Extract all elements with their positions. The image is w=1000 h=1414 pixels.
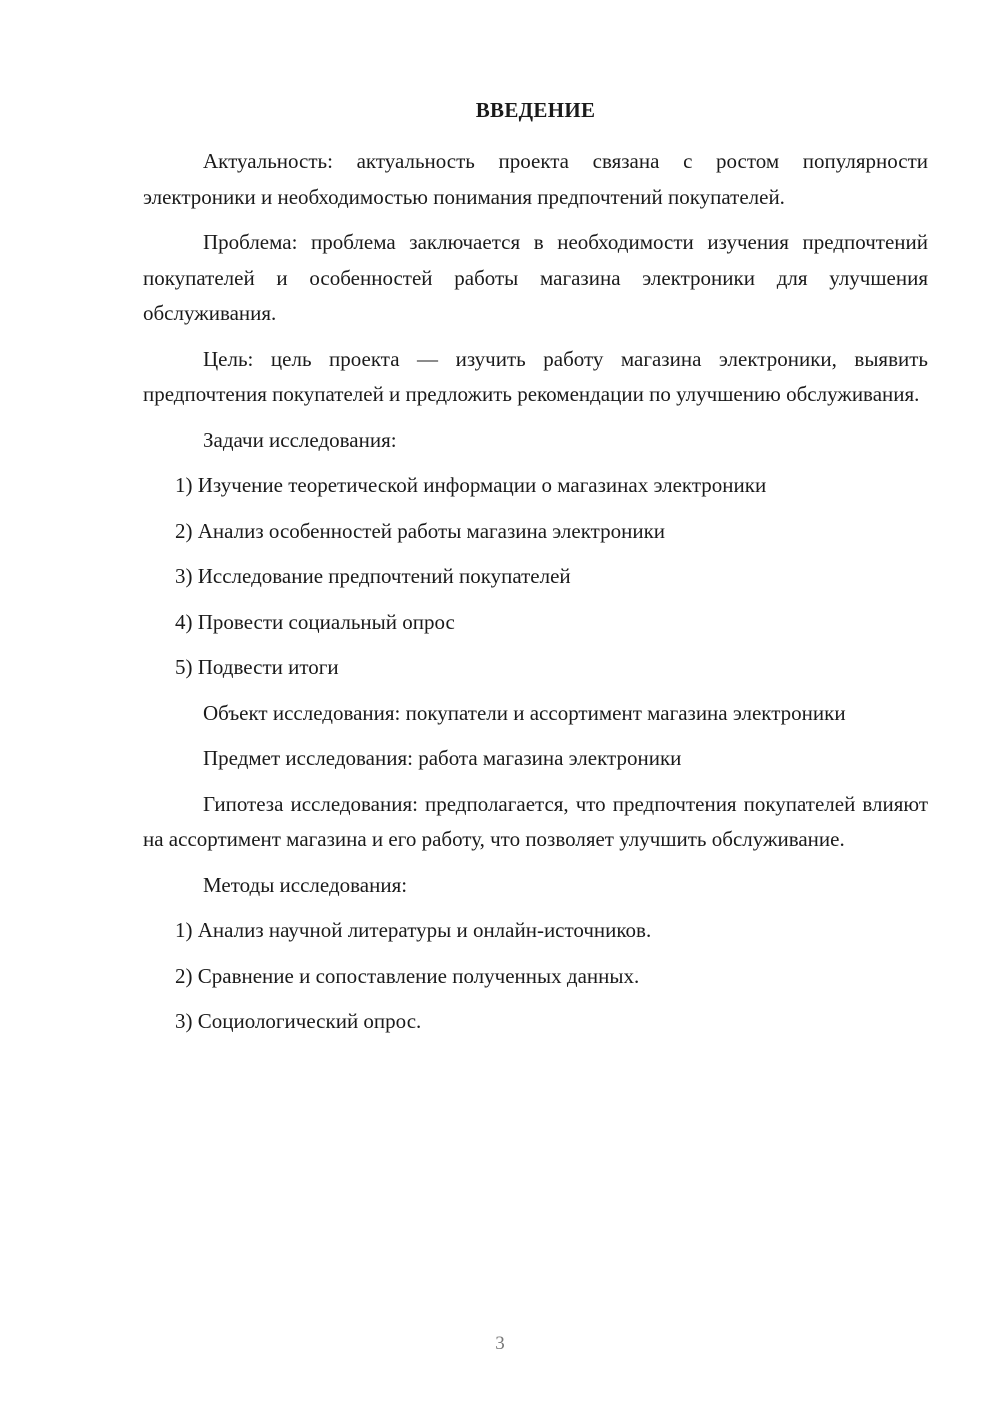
goal-paragraph: Цель: цель проекта — изучить работу магазина электроники, выявить предпочтения покупателей и предложить рекомендации по улучшению обслуживания. — [143, 346, 928, 406]
list-item: 2) Анализ особенностей работы магазина электроники — [175, 518, 666, 543]
methods-list — [143, 913, 928, 1040]
hypothesis-paragraph: Гипотеза исследования: предполагается, что предпочтения покупателей влияют на ассортимент магазина и его работу, что позволяет улучшить обслуживание. — [143, 791, 928, 851]
page-number: 3 — [495, 1333, 505, 1354]
list-item: 1) Анализ научной литературы и онлайн-источников. — [175, 918, 652, 942]
section-heading: ВВЕДЕНИЕ — [475, 98, 596, 122]
methods-label: Методы исследования: — [203, 872, 408, 897]
relevance-paragraph: Актуальность: актуальность проекта связана с ростом популярности электроники и необходимостью понимания предпочтений покупателей. — [143, 149, 928, 209]
list-item: 2) Сравнение и сопоставление полученных данных. — [175, 963, 640, 988]
list-item: 3) Социологический опрос. — [175, 1009, 422, 1033]
list-item: 5) Подвести итоги — [175, 655, 339, 679]
page-content — [143, 94, 928, 1050]
subject-paragraph: Предмет исследования: работа магазина электроники — [203, 746, 682, 770]
list-item: 4) Провести социальный опрос — [175, 609, 455, 634]
list-item: 3) Исследование предпочтений покупателей — [175, 564, 571, 588]
list-item: 1) Изучение теоретической информации о магазинах электроники — [175, 473, 767, 497]
object-paragraph: Объект исследования: покупатели и ассортимент магазина электроники — [203, 700, 846, 725]
tasks-label: Задачи исследования: — [203, 427, 397, 452]
problem-paragraph: Проблема: проблема заключается в необходимости изучения предпочтений покупателей и особенностей работы магазина электроники для улучшения обслуживания. — [143, 230, 928, 325]
tasks-list — [143, 468, 928, 686]
